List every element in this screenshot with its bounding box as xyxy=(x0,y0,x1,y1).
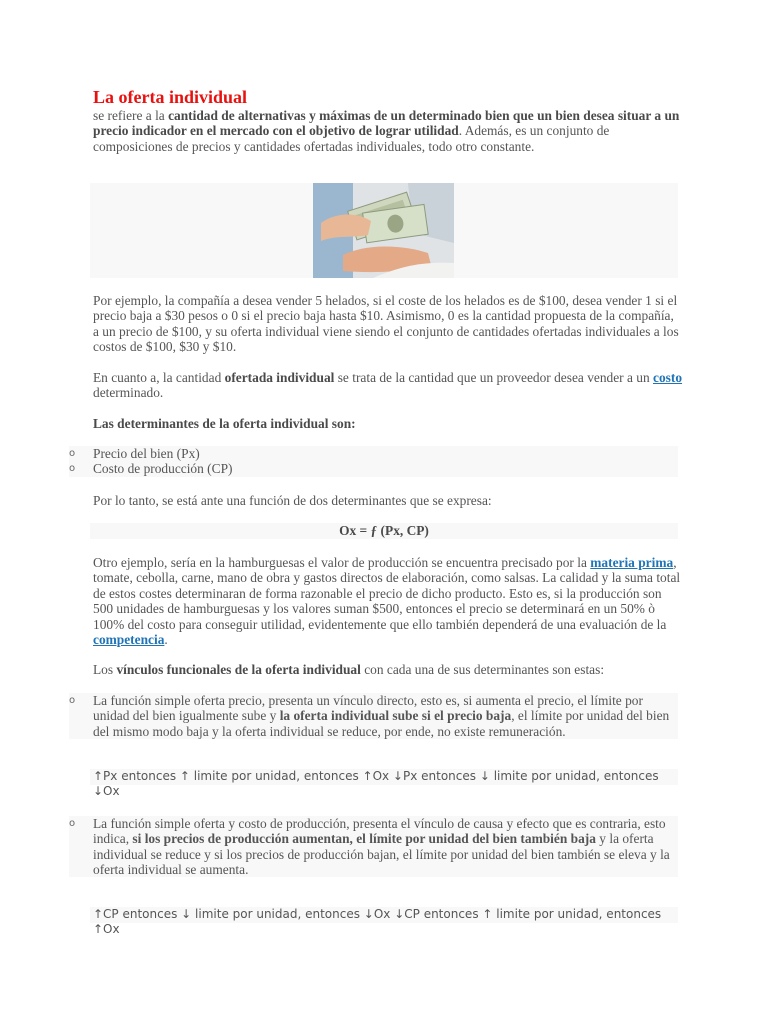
relation-price: La función simple oferta precio, presenta un vínculo directo, esto es, si aumenta el precio, el límite por unidad del bien igualmente sube y la oferta individual sube si el precio baja, el límite por unidad del bien del mismo modo baja y la oferta individual se reduce, por ende, no existe remuneración. xyxy=(93,693,670,739)
list-item: o Precio del bien (Px) xyxy=(69,446,678,462)
quantity-paragraph: En cuanto a, la cantidad ofertada individual se trata de la cantidad que un proveedor desea vender a un costo determinado. xyxy=(93,370,683,401)
materia-prima-link[interactable]: materia prima xyxy=(590,555,674,570)
bullet-marker: o xyxy=(69,695,76,706)
relation-cost: La función simple oferta y costo de producción, presenta el vínculo de causa y efecto que es contraria, esto indica, si los precios de producción aumentan, el límite por unidad del bien también baja y la oferta individual se reduce y si los precios de producción bajan, el límite por unidad del bien también se eleva y la oferta individual se aumenta. xyxy=(93,816,670,878)
page-title: La oferta individual xyxy=(93,87,248,107)
intro-paragraph: se refiere a la cantidad de alternativas y máximas de un determinado bien que un bien desea situar a un precio indicador en el mercado con el objetivo de lograr utilidad. Además, es un conjunto de composiciones de precios y cantidades ofertadas individuales, todo otro constante. xyxy=(93,108,680,154)
formula: Ox = ƒ (Px, CP) xyxy=(90,523,678,539)
list-item: o Costo de producción (CP) xyxy=(69,461,678,477)
list-item xyxy=(69,816,678,877)
bullet-marker: o xyxy=(69,448,76,459)
price-arrows-rule: ↑Px entonces ↑ limite por unidad, entonces ↑Ox ↓Px entonces ↓ limite por unidad, entonces ↓Ox xyxy=(90,769,678,785)
costo-link[interactable]: costo xyxy=(653,370,683,385)
image-container xyxy=(90,183,678,278)
links-intro: Los vínculos funcionales de la oferta individual con cada una de sus determinantes son estas: xyxy=(93,662,605,677)
cost-arrows-rule: ↑CP entonces ↓ limite por unidad, entonces ↓Ox ↓CP entonces ↑ limite por unidad, entonces ↑Ox xyxy=(90,907,678,923)
money-exchange-photo xyxy=(313,183,454,278)
example2-paragraph: Otro ejemplo, sería en la hamburguesas el valor de producción se encuentra precisado por la materia prima, tomate, cebolla, carne, mano de obra y gastos directos de elaboración, como salsas. La calidad y la suma total de estos costes determinaran de forma razonable el precio de dicho producto. Esto es, si la producción son 500 unidades de hamburguesas y los valores suman $500, entonces el precio se determinará en un 50% ò 100% del costo para conseguir utilidad, evidentemente que ello también dependerá de una evaluación de la competencia. xyxy=(93,555,681,648)
determinants-heading: Las determinantes de la oferta individual son: xyxy=(93,416,356,431)
function-intro: Por lo tanto, se está ante una función de dos determinantes que se expresa: xyxy=(93,493,492,508)
competencia-link[interactable]: competencia xyxy=(93,632,165,648)
bullet-marker: o xyxy=(69,818,76,829)
list-item xyxy=(69,693,678,739)
example-paragraph: Por ejemplo, la compañía a desea vender 5 helados, si el coste de los helados es de $100, desea vender 1 si el precio baja a $30 pesos o 0 si el precio baja hasta $10. Asimismo, 0 es la cantidad propuesta de la compañía, a un precio de $100, y su oferta individual viene siendo el conjunto de cantidades ofertadas individuales a los costos de $100, $30 y $10. xyxy=(93,293,679,355)
bullet-marker: o xyxy=(69,463,76,474)
